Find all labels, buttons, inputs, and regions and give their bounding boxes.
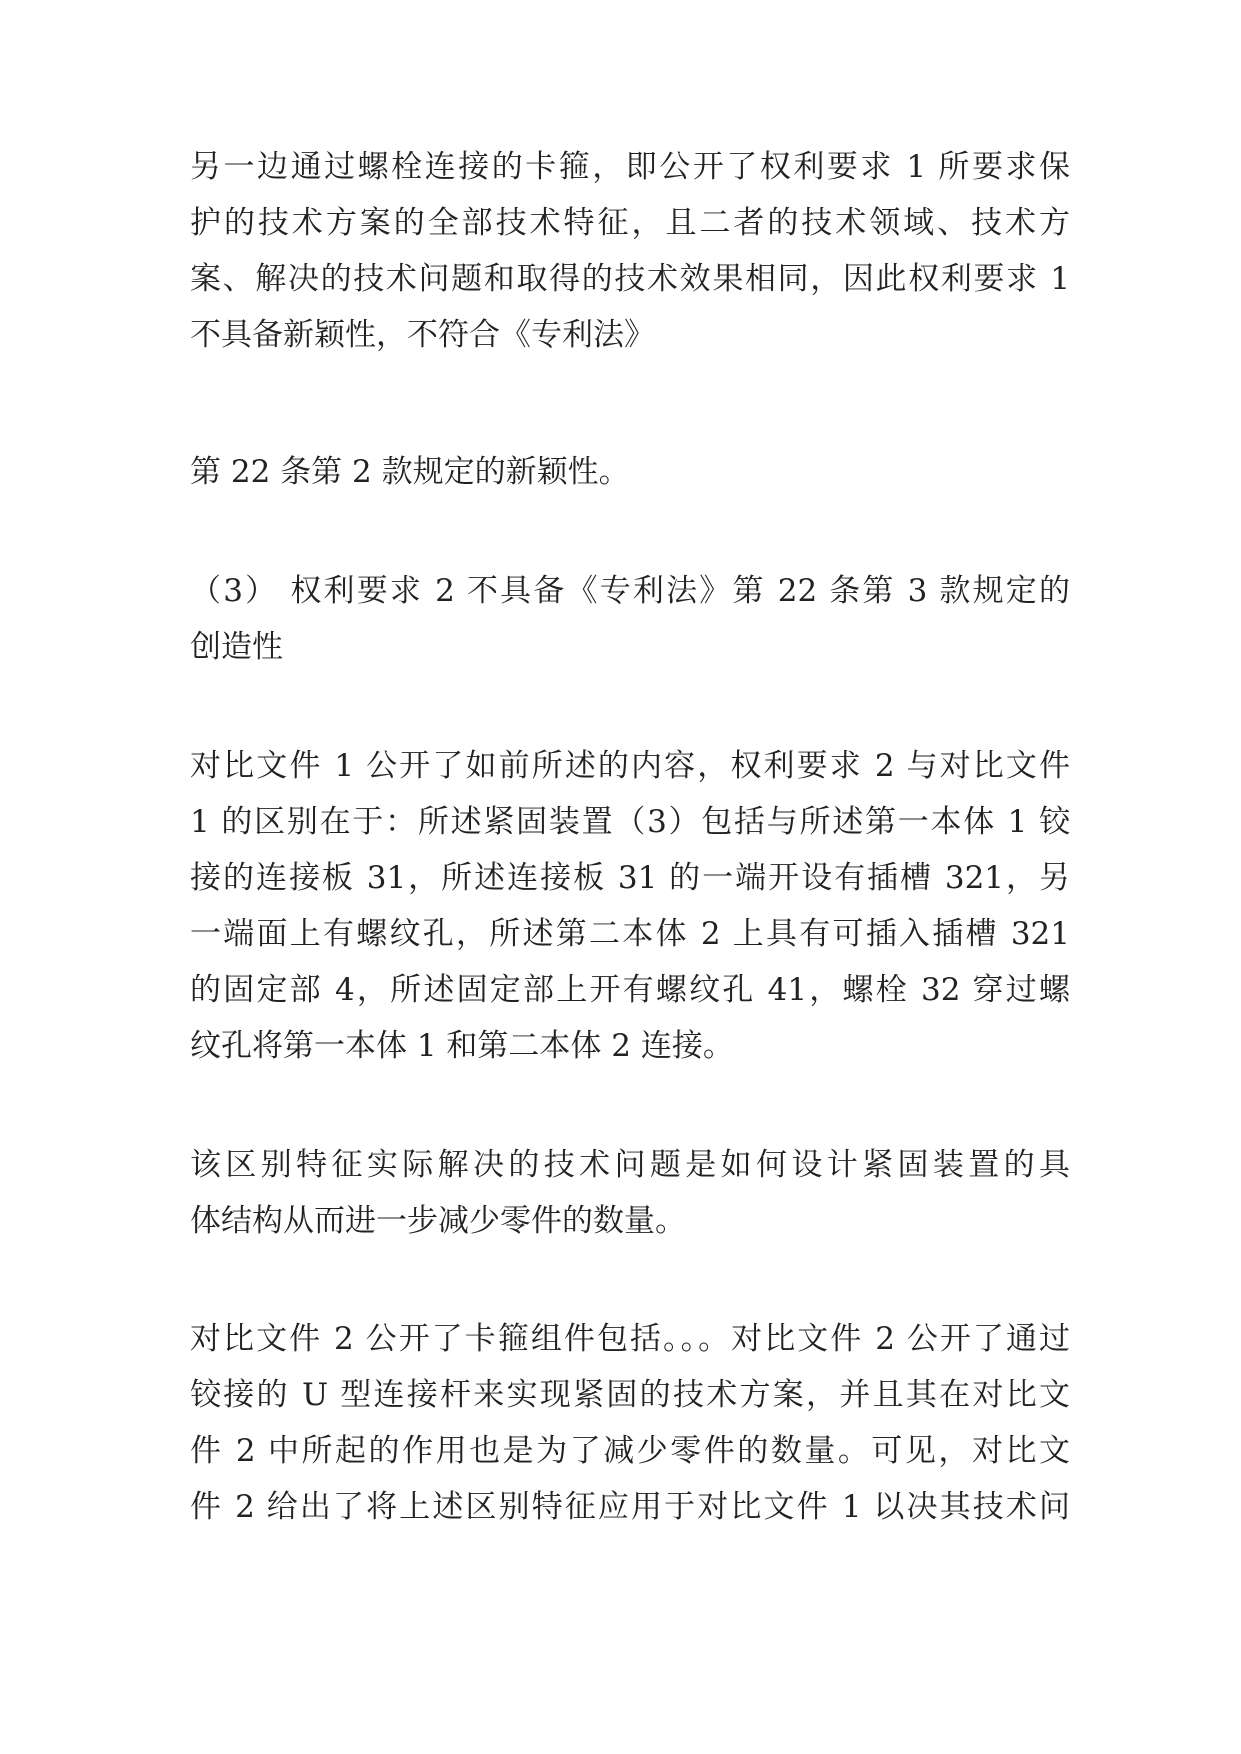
text-line: 对比文件 2 公开了卡箍组件包括。。。对比文件 2 公开了通过 <box>190 1321 1070 1357</box>
text-line: 件 2 给出了将上述区别特征应用于对比文件 1 以决其技术问 <box>190 1489 1070 1525</box>
text-line: 的固定部 4，所述固定部上开有螺纹孔 41，螺栓 32 穿过螺 <box>190 972 1070 1008</box>
text-line: 另一边通过螺栓连接的卡箍，即公开了权利要求 1 所要求保 <box>190 149 1070 185</box>
text-line: 纹孔将第一本体 1 和第二本体 2 连接。 <box>190 1028 734 1064</box>
section-heading: （3） 权利要求 2 不具备《专利法》第 22 条第 3 款规定的 <box>190 573 1070 609</box>
text-line: 一端面上有螺纹孔，所述第二本体 2 上具有可插入插槽 321 <box>190 916 1070 952</box>
text-line: 体结构从而进一步减少零件的数量。 <box>190 1203 686 1239</box>
text-line: 接的连接板 31，所述连接板 31 的一端开设有插槽 321，另 <box>190 860 1070 896</box>
text-line: 护的技术方案的全部技术特征，且二者的技术领域、技术方 <box>190 205 1070 241</box>
text-line: 该区别特征实际解决的技术问题是如何设计紧固装置的具 <box>190 1147 1070 1183</box>
text-line: 第 22 条第 2 款规定的新颖性。 <box>190 454 630 490</box>
text-line: 铰接的 U 型连接杆来实现紧固的技术方案，并且其在对比文 <box>190 1377 1070 1413</box>
section-heading: 创造性 <box>190 629 283 665</box>
text-line: 不具备新颖性，不符合《专利法》 <box>190 317 655 353</box>
text-line: 案、解决的技术问题和取得的技术效果相同，因此权利要求 1 <box>190 261 1070 297</box>
text-line: 1 的区别在于：所述紧固装置（3）包括与所述第一本体 1 铰 <box>190 804 1070 840</box>
text-line: 件 2 中所起的作用也是为了减少零件的数量。可见，对比文 <box>190 1433 1070 1469</box>
text-line: 对比文件 1 公开了如前所述的内容，权利要求 2 与对比文件 <box>190 748 1070 784</box>
